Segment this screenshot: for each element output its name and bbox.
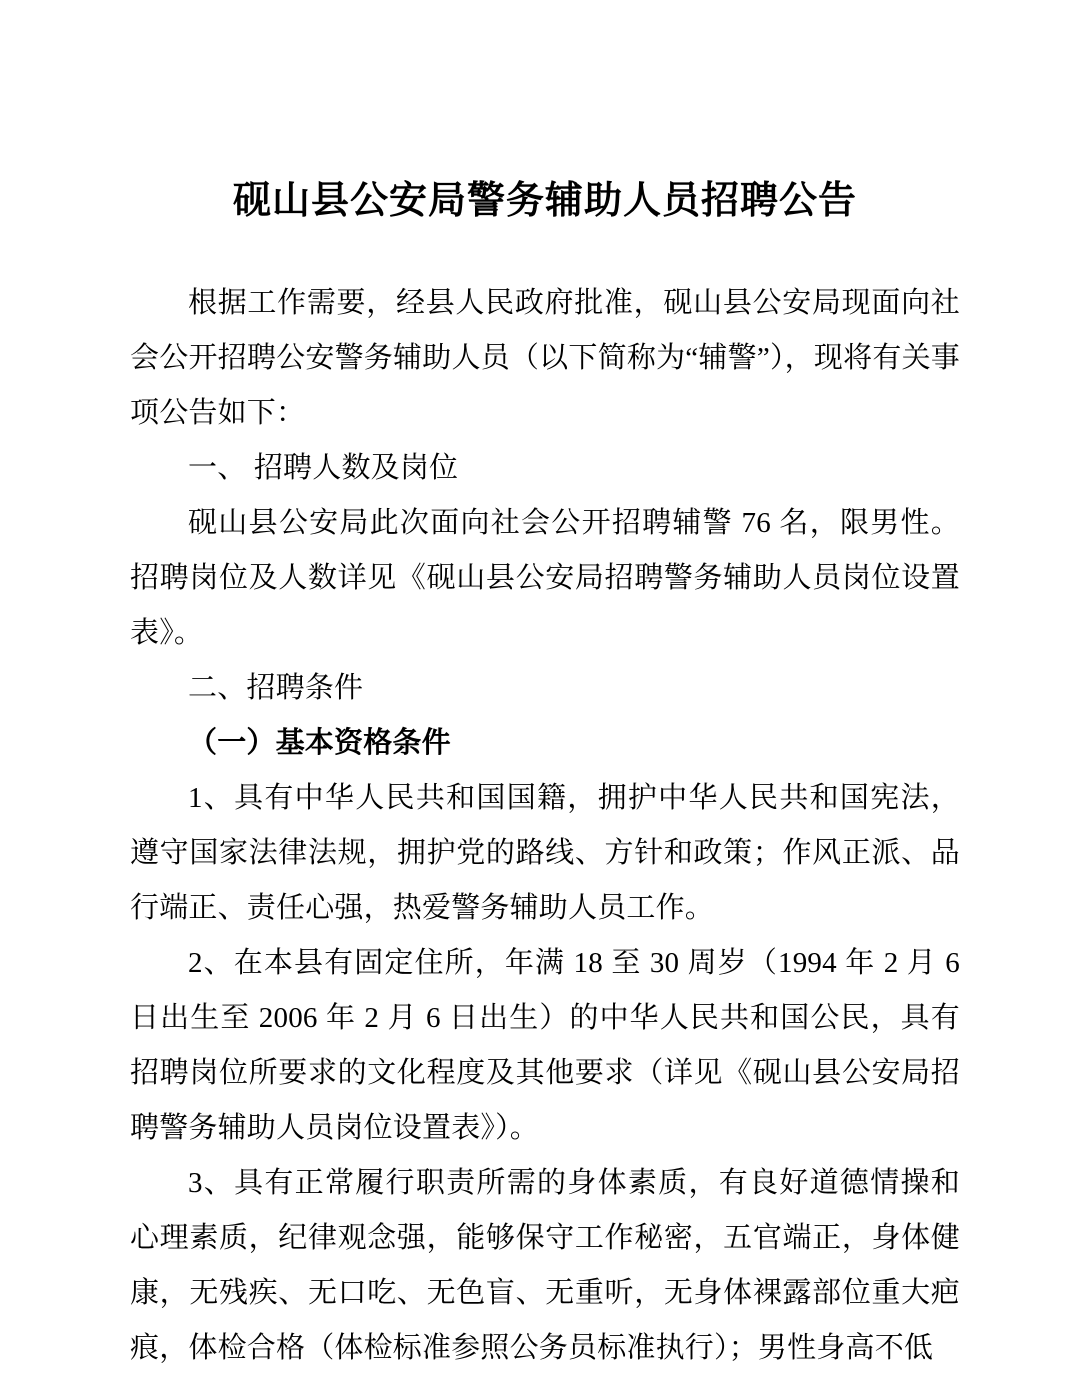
paragraph-item-3: 3、具有正常履行职责所需的身体素质，有良好道德情操和心理素质，纪律观念强，能够保守工作秘密，五官端正，身体健康，无残疾、无口吃、无色盲、无重听，无身体裸露部位重大疤痕，体检合格（体检标准参照公务员标准执行）；男性身高不低 xyxy=(130,1167,960,1365)
heading-section-1: 一、 招聘人数及岗位 xyxy=(188,452,459,485)
page-title: 砚山县公安局警务辅助人员招聘公告 xyxy=(232,177,857,222)
heading-section-2-basic-qualifications: （一）基本资格条件 xyxy=(188,727,451,760)
paragraph-item-2: 2、在本县有固定住所，年满 18 至 30 周岁（1994 年 2 月 6 日出生至 2006 年 2 月 6 日出生）的中华人民共和国公民，具有招聘岗位所要求的文化程度及其他要求（详见《砚山县公安局招聘警务辅助人员岗位设置表》）。 xyxy=(130,947,960,1145)
paragraph-intro: 根据工作需要，经县人民政府批准，砚山县公安局现面向社会公开招聘公安警务辅助人员（以下简称为“辅警”），现将有关事项公告如下： xyxy=(130,287,960,430)
paragraph-section-1-body: 砚山县公安局此次面向社会公开招聘辅警 76 名，限男性。招聘岗位及人数详见《砚山县公安局招聘警务辅助人员岗位设置表》。 xyxy=(130,507,960,650)
paragraph-item-1: 1、具有中华人民共和国国籍，拥护中华人民共和国宪法，遵守国家法律法规，拥护党的路线、方针和政策；作风正派、品行端正、责任心强，热爱警务辅助人员工作。 xyxy=(130,782,960,925)
heading-section-2: 二、招聘条件 xyxy=(188,672,364,705)
